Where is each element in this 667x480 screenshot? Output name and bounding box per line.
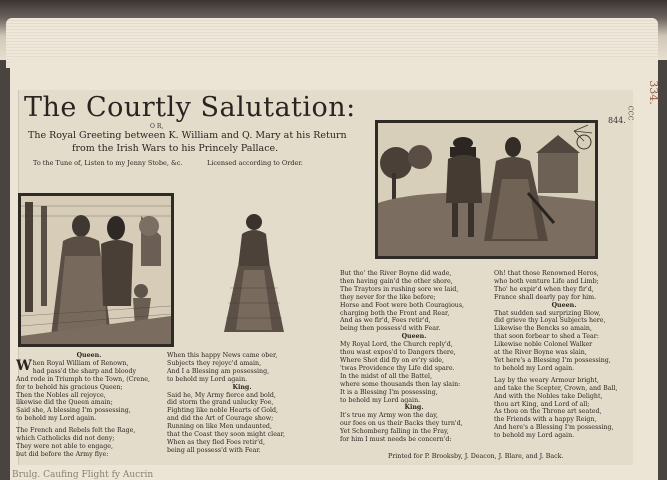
speaker-label: King. bbox=[404, 404, 424, 412]
title-or: O R, bbox=[150, 123, 164, 130]
tune-note: To the Tune of, Listen to my Jenny Stobe, &c. bbox=[33, 159, 183, 167]
verse-column-4: Oh! that those Renowned Heros, who both venture Life and Limb; Tho' he expir'd when they fir'd, France shall dearly pay for him. Queen. That sudden sad surprizing Blow, did grieve thy Loyal Subjects here, Likewise the Bencks so amain, that soon forbear to shed a Tear: Likewise noble Colonel Walker at the River Boyne was slain, Yet here's a Blessing I'm possessing, to behold my Lord again. Lay by the weary Armour bright, and take the Scepter, Crown, and Ball, And with the Nobles take Delight, thou art King, and Lord of all; As thou on the Throne art seated, the Friends with a happy Reign, And here's a Blessing I'm possessing, to behold my Lord again. bbox=[494, 270, 634, 440]
subtitle-line-1: The Royal Greeting between K. William and Q. Mary at his Return bbox=[28, 130, 347, 141]
shelf-mark: ccc bbox=[625, 105, 636, 121]
next-page-bleed-text: Brulg. Caufing Flight fy Aucrin bbox=[12, 470, 154, 480]
woodcut-sun-ornament bbox=[552, 128, 598, 172]
speaker-label: Queen. bbox=[401, 333, 427, 341]
folio-number: 334. bbox=[646, 80, 660, 105]
speaker-label: Queen. bbox=[551, 301, 577, 309]
verse-column-3: But tho' the River Boyne did wade, then having gain'd the other shore, The Traytors in rushing sore we laid, they never for the like before; Horse and Foot were both Couragious, charging both the Front and Rear, And as we fir'd, Foes retir'd, being then possess'd with Fear. Queen. My Royal Lord, the Church reply'd, thou wast expos'd to Dangers there, Where Shot did fly on ev'ry side, 'twas Providence thy Life did spare. In the midst of all the Battel, where some thousands then lay slain: It is a Blessing I'm possessing, to behold my Lord again. King. It's true my Army won the day, our foes on us their Backs they turn'd, Yet Schomberg falling in the Fray, for him I must needs be concern'd: bbox=[340, 270, 488, 444]
verse-column-2: When this happy News came ober, Subjects they rejoyc'd amain, And I a Blessing am possessing, to behold my Lord again. King. Said he, My Army fierce and bold, did storm the grand unlucky Foe, Fighting like noble Hearts of Gold, and did the Art of Courage show; Running on like Men undaunted, that the Coast they soon might clear, When as they fled Foes retir'd, being all possess'd with Fear. bbox=[167, 352, 317, 455]
woodcut-royal-couple-palace bbox=[18, 193, 174, 347]
drop-cap: W bbox=[16, 357, 32, 374]
broadside-title: The Courtly Salutation: bbox=[24, 92, 356, 123]
speaker-label: King. bbox=[232, 383, 252, 391]
verse-lines: hen Royal William of Renown, bbox=[32, 359, 129, 367]
subtitle-line-2: from the Irish Wars to his Princely Pallace. bbox=[72, 143, 279, 154]
speaker-label: Queen. bbox=[76, 352, 102, 359]
license-note: Licensed according to Order. bbox=[207, 159, 303, 167]
printer-colophon: Printed for P. Brooksby, J. Deacon, J. Blare, and J. Back. bbox=[388, 453, 564, 460]
catalog-number: 844. bbox=[608, 116, 626, 125]
verse-column-1: Queen. W hen Royal William of Renown, had pass'd the sharp and bloody And rode in Triumph to the Town, (Crene, for to behold his gracious Queen; Then the Nobles all rejoyce, likewise did the Queen amain; Said she, A blessing I'm possessing, to behold my Lord again. The French and Rebels felt the Rage, which Catholicks did not deny; They were not able to engage, but did before the Army flye: bbox=[16, 352, 162, 459]
woodcut-queen-figure bbox=[216, 208, 292, 336]
